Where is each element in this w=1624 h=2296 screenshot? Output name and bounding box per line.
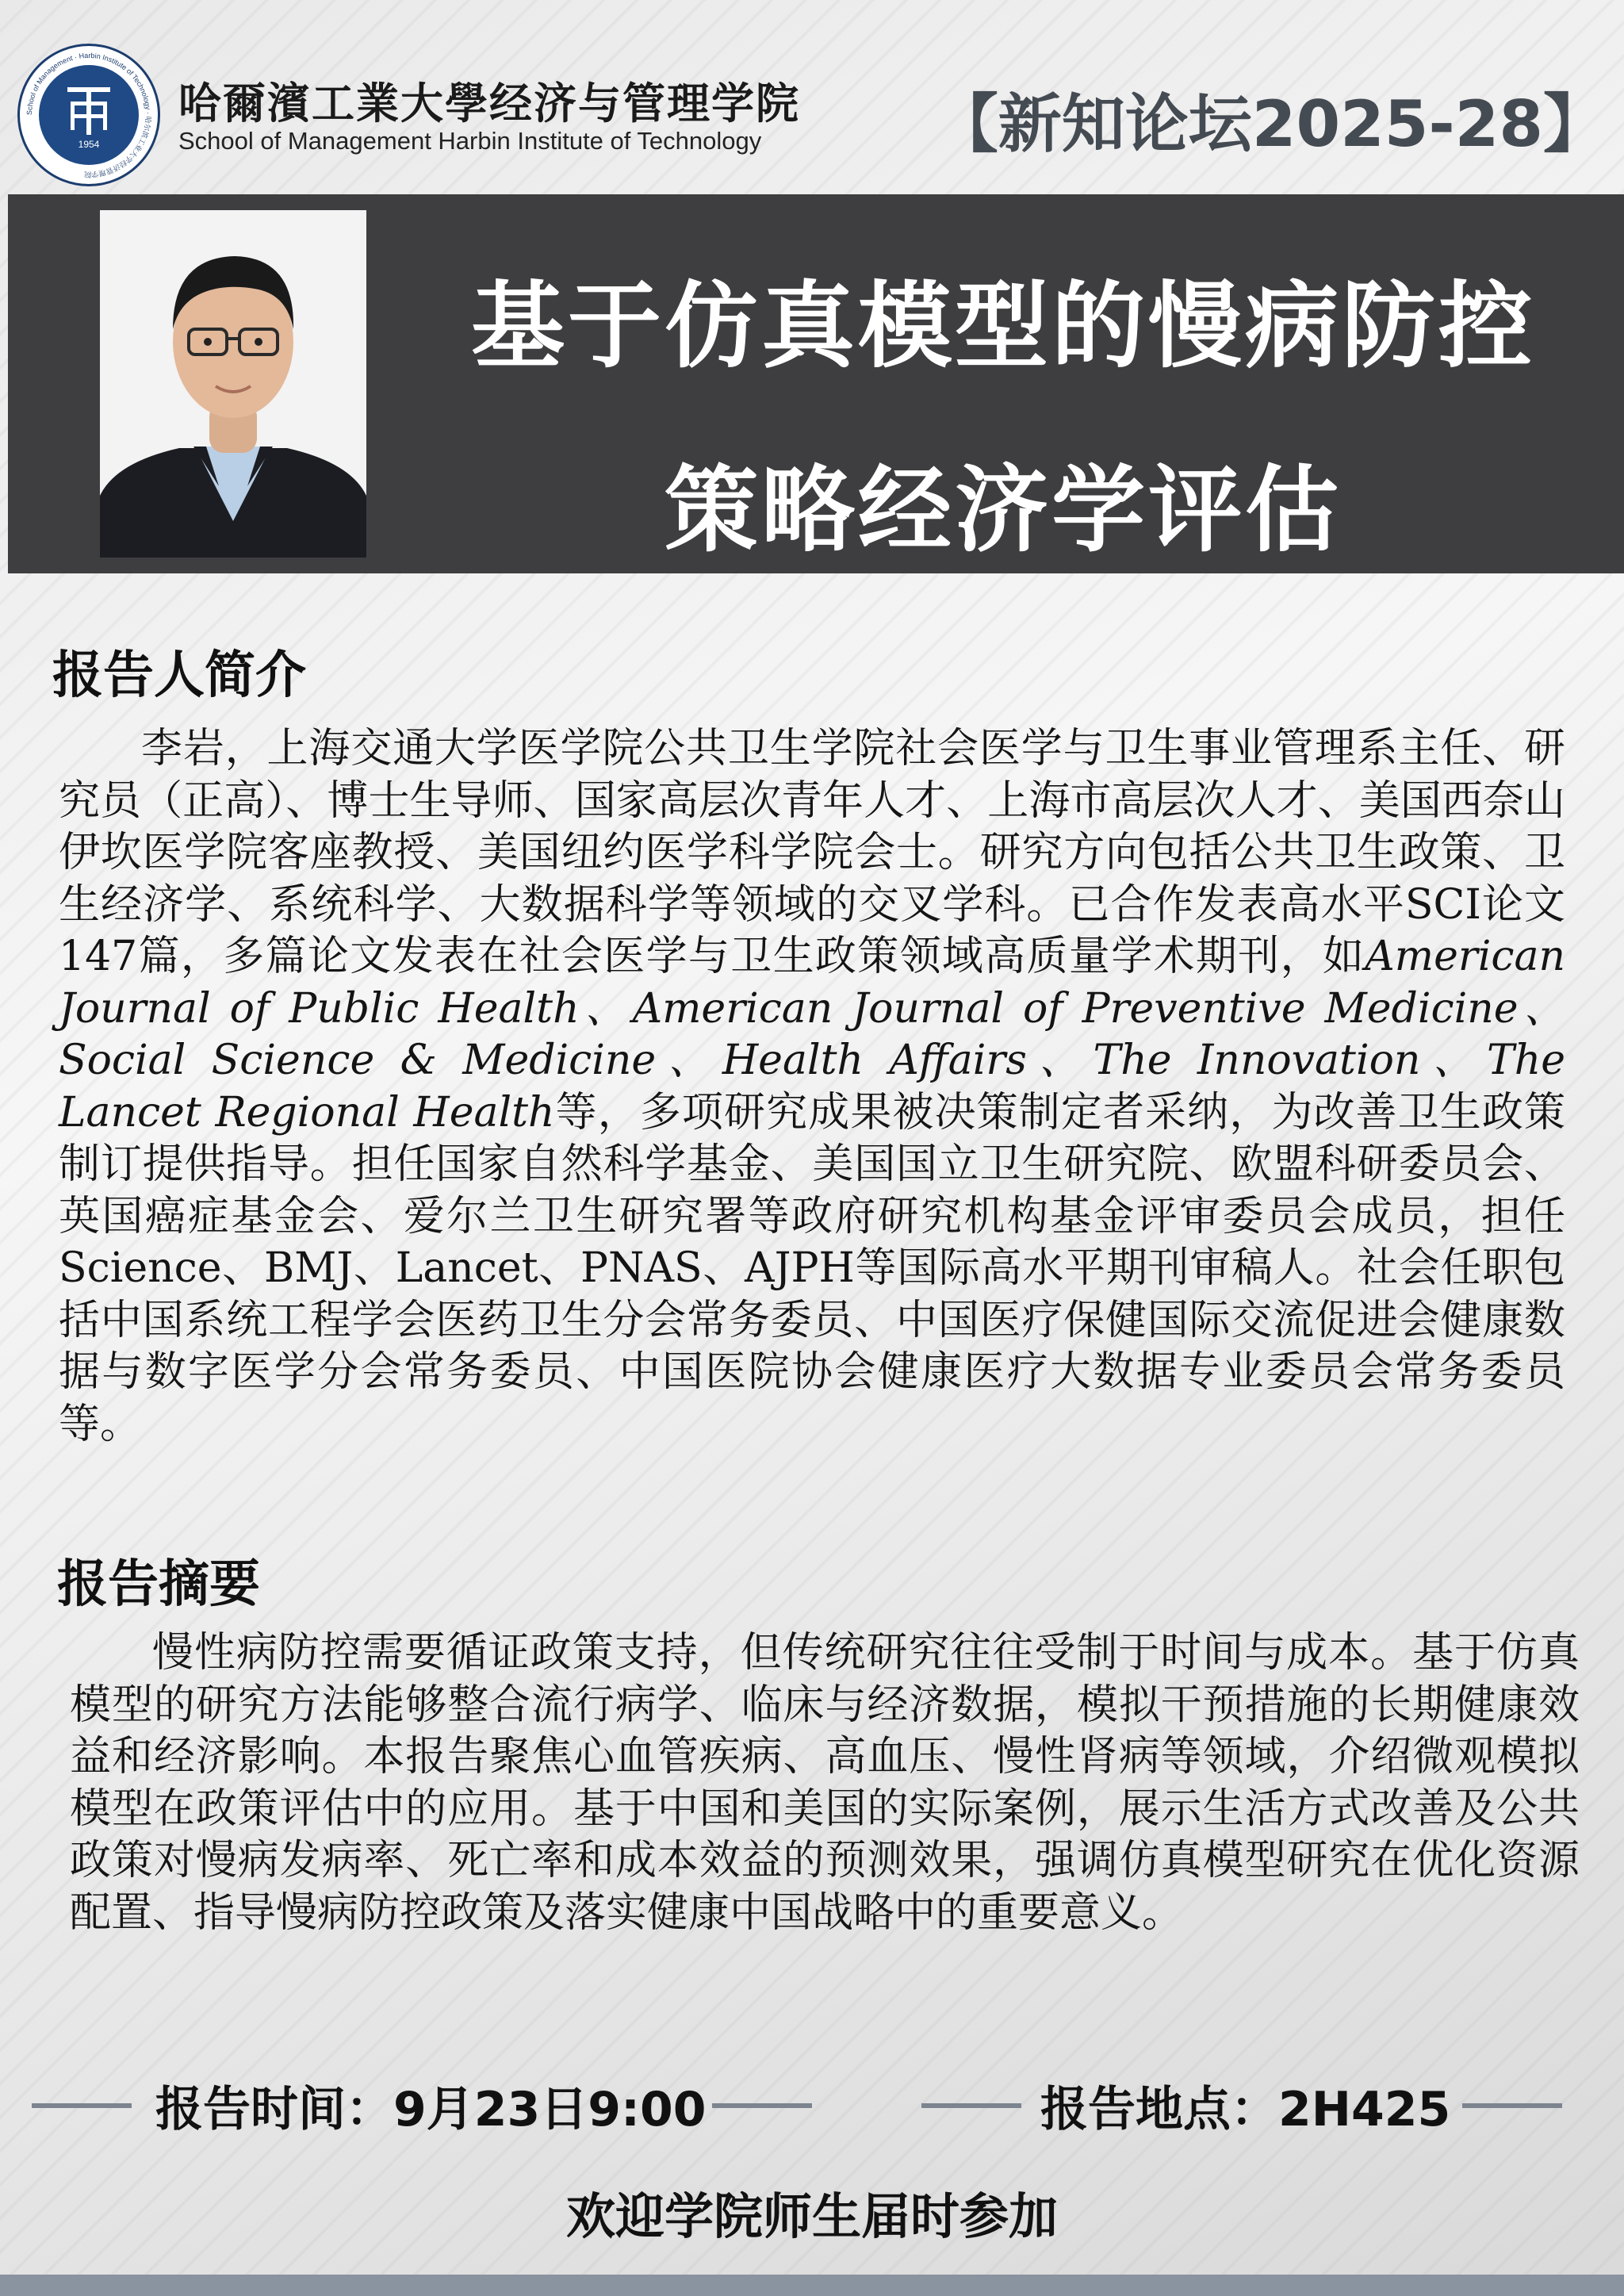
divider-line xyxy=(712,2103,812,2108)
logo-year: 1954 xyxy=(78,139,100,150)
school-name-cn: 哈爾濱工業大學经济与管理学院 xyxy=(178,79,800,128)
logo-emblem-icon xyxy=(39,65,139,165)
logo-emblem xyxy=(39,65,139,165)
footer-bar xyxy=(0,2275,1624,2296)
divider-line xyxy=(1462,2103,1562,2108)
forum-tag: 【新知论坛2025-28】 xyxy=(934,87,1607,161)
page-header xyxy=(0,0,1624,194)
report-title-line-2: 策略经济学评估 xyxy=(664,455,1342,565)
report-title xyxy=(412,234,1594,602)
school-logo xyxy=(17,44,160,186)
event-time: 报告时间：9月23日9:00 xyxy=(155,2082,707,2137)
speaker-bio-heading: 报告人简介 xyxy=(52,646,306,705)
speaker-bio-part-2: 等，多项研究成果被决策制定者采纳，为改善卫生政策制订提供指导。担任国家自然科学基金、美国国立卫生研究院、欧盟科研委员会、英国癌症基金会、爱尔兰卫生研究署等政府研究机构基金评审委员会成员，担任Science、BMJ、Lancet、PNAS、AJPH等国际高水平期刊审稿人。社会任职包括中国系统工程学会医药卫生分会常务委员、中国医疗保健国际交流促进会健康数据与数字医学分会常务委员、中国医院协会健康医疗大数据专业委员会常务委员等。 xyxy=(59,1088,1565,1448)
school-name-en: School of Management Harbin Institute of Technology xyxy=(178,127,762,155)
event-location: 报告地点：2H425 xyxy=(1040,2082,1451,2137)
speaker-bio-journals: American Journal of Public Health、American Journal of Preventive Medicine、Social Science & Medicine、Health Affairs、The Innovation、The Lancet Regional Health xyxy=(59,933,1565,1137)
divider-line xyxy=(921,2103,1021,2108)
logo-ring-text: School of Management · Harbin Institute of Technology · 哈尔滨工业大学经济管理学院 xyxy=(25,51,153,179)
divider-line xyxy=(32,2103,132,2108)
abstract-text: 慢性病防控需要循证政策支持，但传统研究往往受制于时间与成本。基于仿真模型的研究方法能够整合流行病学、临床与经济数据，模拟干预措施的长期健康效益和经济影响。本报告聚焦心血管疾病、高血压、慢性肾病等领域，介绍微观模拟模型在政策评估中的应用。基于中国和美国的实际案例，展示生活方式改善及公共政策对慢病发病率、死亡率和成本效益的预测效果，强调仿真模型研究在优化资源配置、指导慢病防控政策及落实健康中国战略中的重要意义。 xyxy=(70,1629,1580,1937)
abstract-heading: 报告摘要 xyxy=(57,1555,260,1614)
speaker-photo xyxy=(100,210,366,558)
welcome-message: 欢迎学院师生届时参加 xyxy=(565,2187,1058,2245)
speaker-bio-part-1: 李岩，上海交通大学医学院公共卫生学院社会医学与卫生事业管理系主任、研究员（正高）、博士生导师、国家高层次青年人才、上海市高层次人才、美国西奈山伊坎医学院客座教授、美国纽约医学科学院会士。研究方向包括公共卫生政策、卫生经济学、系统科学、大数据科学等领域的交叉学科。已合作发表高水平SCI论文147篇，多篇论文发表在社会医学与卫生政策领域高质量学术期刊，如 xyxy=(59,725,1565,980)
report-title-line-1: 基于仿真模型的慢病防控 xyxy=(470,271,1535,381)
speaker-portrait-image xyxy=(100,210,366,558)
speaker-bio-text xyxy=(59,723,1565,1451)
